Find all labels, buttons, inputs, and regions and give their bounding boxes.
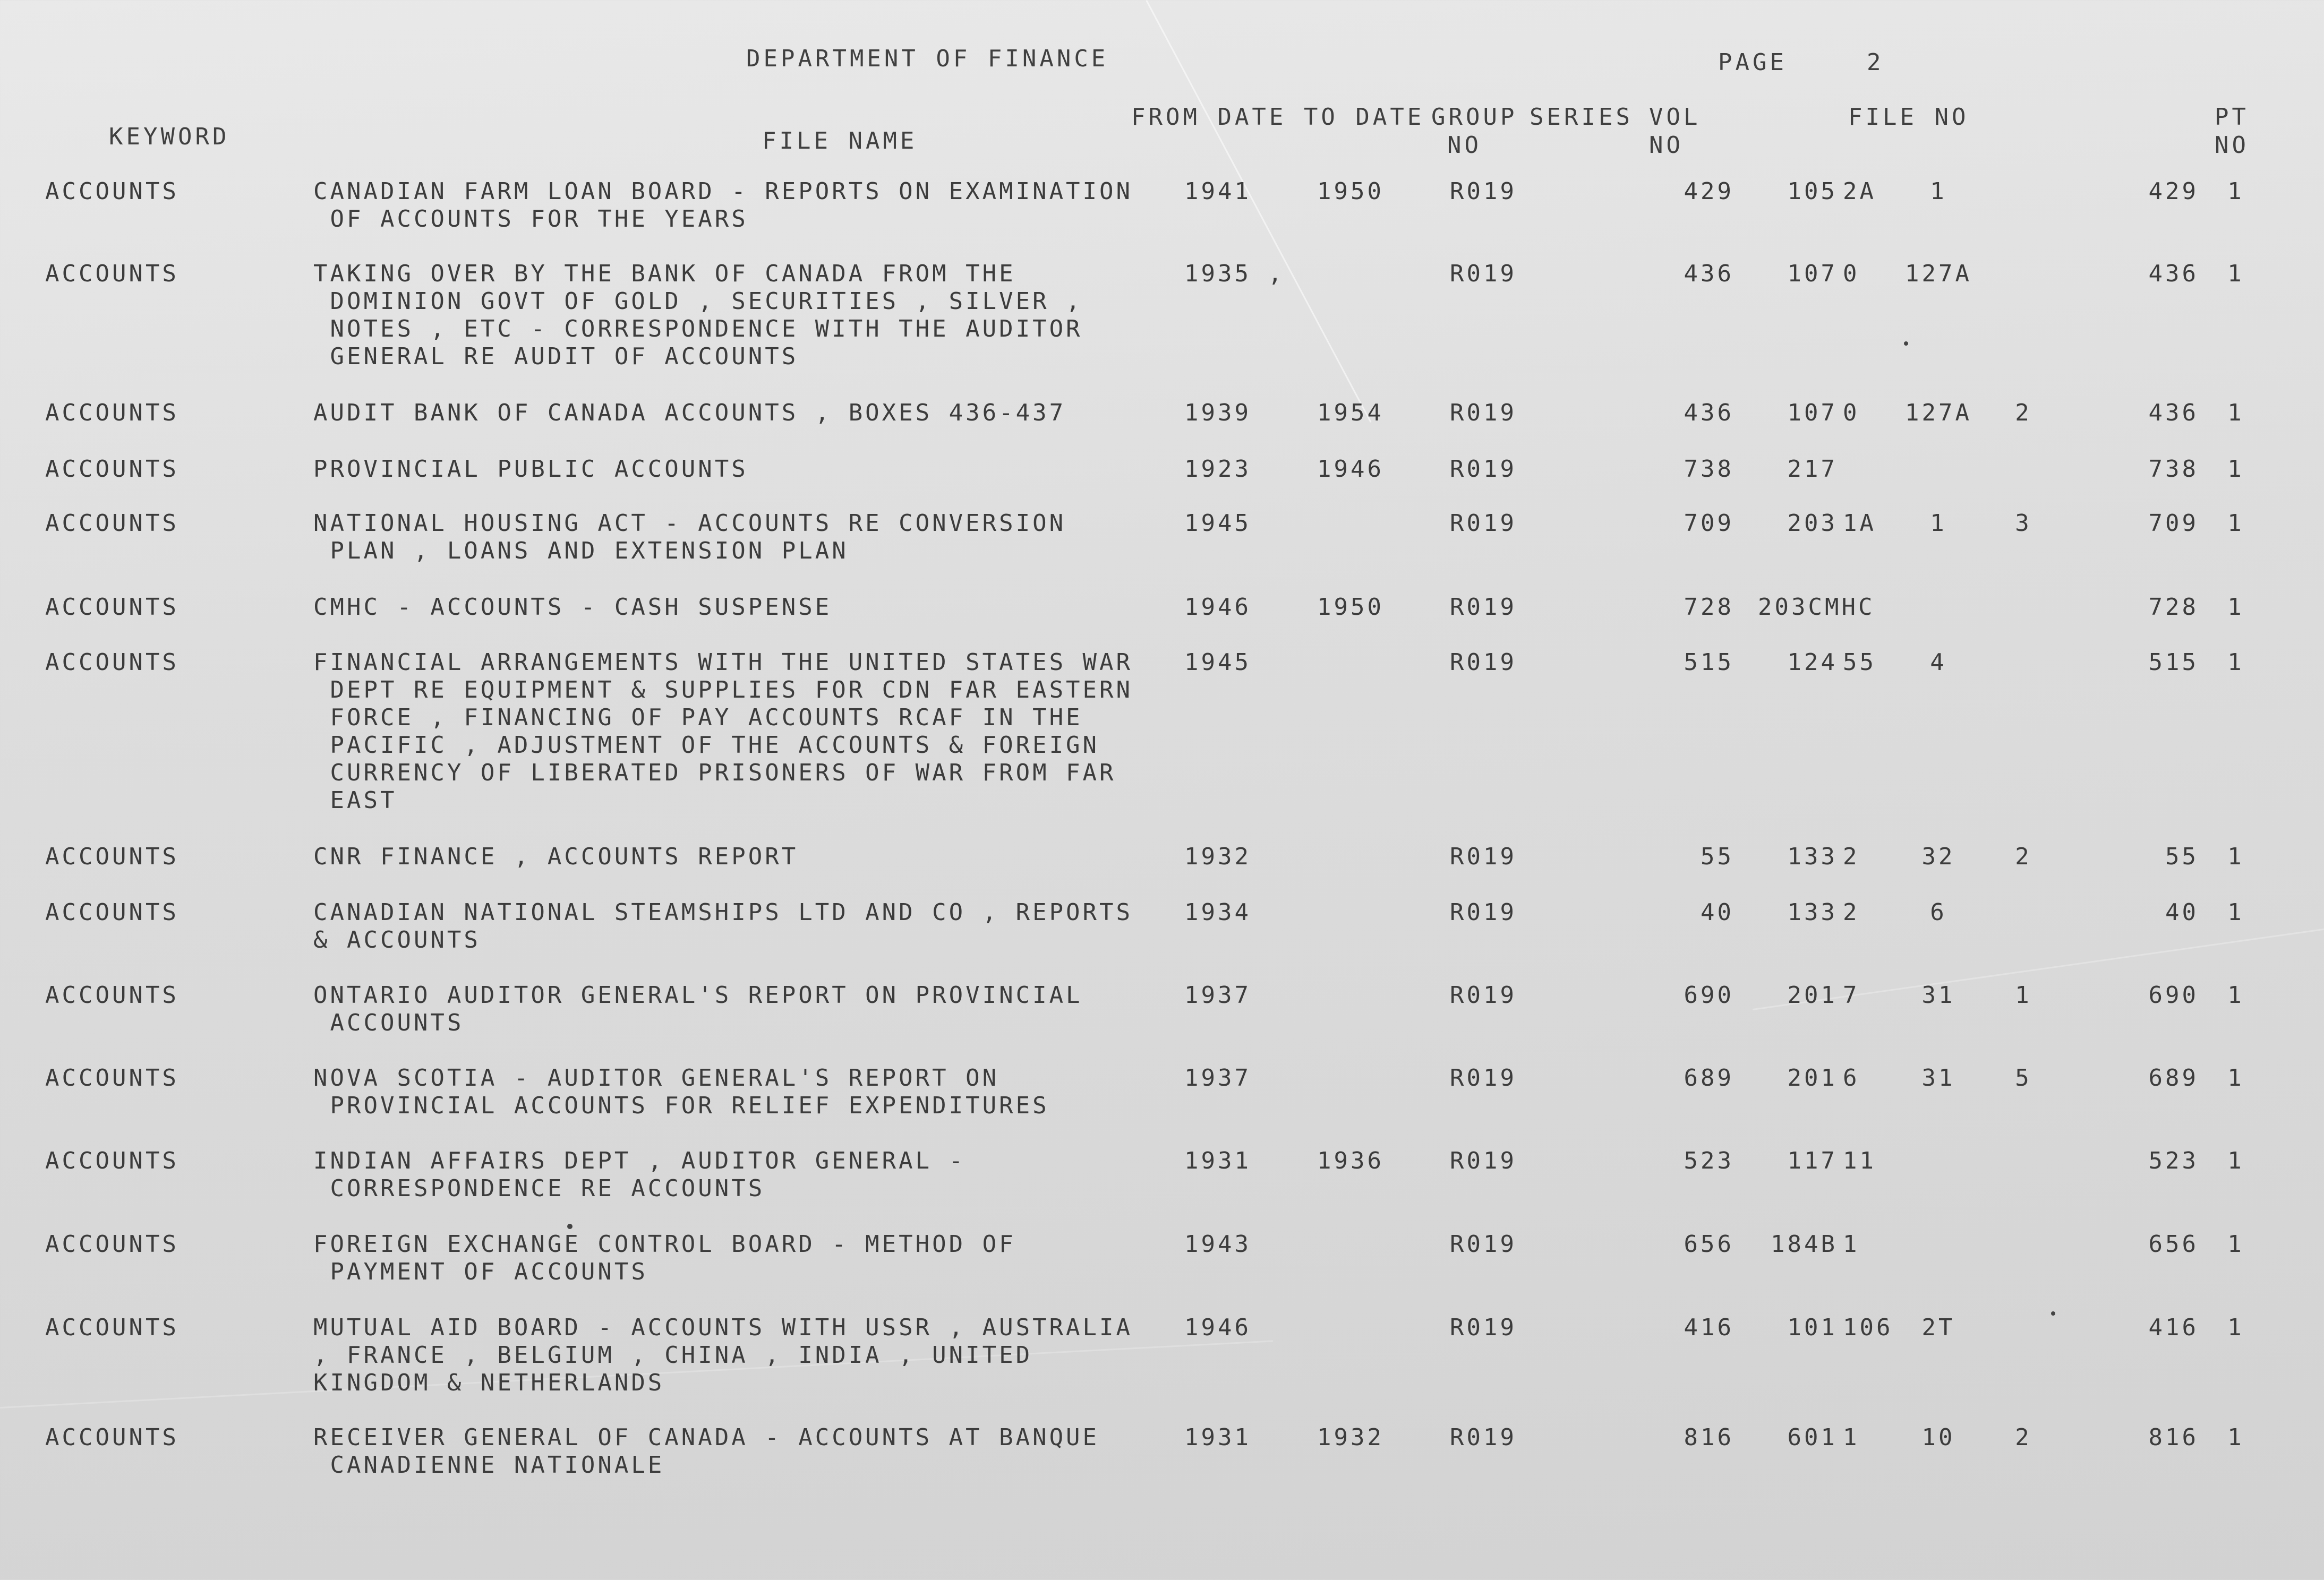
file-no-cell: 105 <box>1787 178 1838 205</box>
pt-cell: 816 <box>2148 1424 2199 1451</box>
file-no-cell: 3 <box>2015 510 2032 537</box>
pt-cell: 690 <box>2148 982 2199 1009</box>
file-name-cell: FOREIGN EXCHANGE CONTROL BOARD - METHOD OF PAYMENT OF ACCOUNTS <box>313 1231 1016 1285</box>
file-name-cell: CNR FINANCE , ACCOUNTS REPORT <box>313 843 799 870</box>
to-date-cell: 1950 <box>1317 594 1384 621</box>
file-no-cell: 0 <box>1843 399 1860 426</box>
group-no-cell: R019 <box>1450 843 1517 870</box>
group-no-cell: R019 <box>1450 178 1517 205</box>
pt-no-cell: 1 <box>2227 843 2244 870</box>
keyword-cell: ACCOUNTS <box>45 1424 179 1451</box>
to-date-cell: 1950 <box>1317 178 1384 205</box>
file-no-cell: 2 <box>2015 843 2032 870</box>
pt-no-cell: 1 <box>2227 982 2244 1009</box>
film-speck <box>1904 341 1908 346</box>
file-name-cell: CANADIAN NATIONAL STEAMSHIPS LTD AND CO , REPORTS & ACCOUNTS <box>313 899 1133 954</box>
group-no-cell: R019 <box>1450 1064 1517 1092</box>
file-no-cell: 0 <box>1843 260 1860 287</box>
file-no-cell: 6 <box>1930 899 1947 926</box>
file-no-cell: 107 <box>1787 399 1838 426</box>
file-no-cell: 133 <box>1787 843 1838 870</box>
keyword-cell: ACCOUNTS <box>45 178 179 205</box>
keyword-cell: ACCOUNTS <box>45 594 179 621</box>
file-name-cell: TAKING OVER BY THE BANK OF CANADA FROM THE DOMINION GOVT OF GOLD , SECURITIES , SILVER , NOTES , ETC - CORRESPONDENCE WITH THE AUDITOR GENERAL RE AUDIT OF ACCOUNTS <box>313 260 1083 370</box>
col-header-group-no: NO <box>1447 132 1482 159</box>
file-name-cell: PROVINCIAL PUBLIC ACCOUNTS <box>313 456 748 483</box>
pt-no-cell: 1 <box>2227 1231 2244 1258</box>
pt-cell: 656 <box>2148 1231 2199 1258</box>
file-no-cell: 2 <box>2015 399 2032 426</box>
department-title: DEPARTMENT OF FINANCE <box>746 45 1109 72</box>
vol-cell: 55 <box>1701 843 1734 870</box>
group-no-cell: R019 <box>1450 1314 1517 1341</box>
file-no-cell: 124 <box>1787 649 1838 676</box>
pt-cell: 709 <box>2148 510 2199 537</box>
pt-no-cell: 1 <box>2227 260 2244 287</box>
vol-cell: 656 <box>1684 1231 1734 1258</box>
group-no-cell: R019 <box>1450 456 1517 483</box>
pt-no-cell: 1 <box>2227 1147 2244 1174</box>
file-no-cell: 127A <box>1905 399 1972 426</box>
keyword-cell: ACCOUNTS <box>45 1231 179 1258</box>
file-no-cell: 10 <box>1921 1424 1955 1451</box>
from-date-cell: 1945 <box>1184 649 1251 676</box>
file-no-cell: 107 <box>1787 260 1838 287</box>
file-no-cell: 601 <box>1787 1424 1838 1451</box>
file-no-cell: 1 <box>1843 1424 1860 1451</box>
from-date-cell: 1923 <box>1184 456 1251 483</box>
keyword-cell: ACCOUNTS <box>45 260 179 287</box>
file-no-cell: 31 <box>1921 982 1955 1009</box>
file-no-cell: 2 <box>1843 899 1860 926</box>
vol-cell: 816 <box>1684 1424 1734 1451</box>
group-no-cell: R019 <box>1450 899 1517 926</box>
file-no-cell: 133 <box>1787 899 1838 926</box>
from-date-cell: 1939 <box>1184 399 1251 426</box>
vol-cell: 738 <box>1684 456 1734 483</box>
pt-no-cell: 1 <box>2227 510 2244 537</box>
file-no-cell: 1 <box>1930 510 1947 537</box>
from-date-cell: 1937 <box>1184 1064 1251 1092</box>
file-no-cell: 203CMHC <box>1758 594 1875 621</box>
file-name-cell: NOVA SCOTIA - AUDITOR GENERAL'S REPORT ON PROVINCIAL ACCOUNTS FOR RELIEF EXPENDITURES <box>313 1064 1049 1119</box>
from-date-cell: 1935 , <box>1184 260 1285 287</box>
pt-no-cell: 1 <box>2227 1064 2244 1092</box>
file-no-cell: 101 <box>1787 1314 1838 1341</box>
keyword-cell: ACCOUNTS <box>45 982 179 1009</box>
file-name-cell: NATIONAL HOUSING ACT - ACCOUNTS RE CONVERSION PLAN , LOANS AND EXTENSION PLAN <box>313 510 1066 564</box>
pt-cell: 689 <box>2148 1064 2199 1092</box>
to-date-cell: 1954 <box>1317 399 1384 426</box>
vol-cell: 689 <box>1684 1064 1734 1092</box>
file-no-cell: 201 <box>1787 1064 1838 1092</box>
vol-cell: 515 <box>1684 649 1734 676</box>
col-header-pt-no: NO <box>2215 132 2249 159</box>
pt-no-cell: 1 <box>2227 399 2244 426</box>
file-no-cell: 1 <box>1930 178 1947 205</box>
vol-cell: 416 <box>1684 1314 1734 1341</box>
col-header-file-name: FILE NAME <box>762 127 918 154</box>
keyword-cell: ACCOUNTS <box>45 399 179 426</box>
file-no-cell: 7 <box>1843 982 1860 1009</box>
file-name-cell: INDIAN AFFAIRS DEPT , AUDITOR GENERAL - CORRESPONDENCE RE ACCOUNTS <box>313 1147 966 1202</box>
file-no-cell: 203 <box>1787 510 1838 537</box>
col-header-pt: PT <box>2215 104 2249 131</box>
group-no-cell: R019 <box>1450 1424 1517 1451</box>
file-no-cell: 32 <box>1921 843 1955 870</box>
file-name-cell: CMHC - ACCOUNTS - CASH SUSPENSE <box>313 594 832 621</box>
from-date-cell: 1943 <box>1184 1231 1251 1258</box>
file-name-cell: CANADIAN FARM LOAN BOARD - REPORTS ON EXAMINATION OF ACCOUNTS FOR THE YEARS <box>313 178 1133 233</box>
col-header-from-to-date: FROM DATE TO DATE <box>1131 104 1425 131</box>
pt-cell: 429 <box>2148 178 2199 205</box>
group-no-cell: R019 <box>1450 260 1517 287</box>
pt-no-cell: 1 <box>2227 1424 2244 1451</box>
group-no-cell: R019 <box>1450 510 1517 537</box>
pt-no-cell: 1 <box>2227 456 2244 483</box>
file-no-cell: 11 <box>1843 1147 1876 1174</box>
file-name-cell: FINANCIAL ARRANGEMENTS WITH THE UNITED STATES WAR DEPT RE EQUIPMENT & SUPPLIES FOR CDN FAR EASTERN FORCE , FINANCING OF PAY ACCOUNTS RCAF IN THE PACIFIC , ADJUSTMENT OF THE ACCOUNTS & FOREIGN CURRENCY OF LIBERATED PRISONERS OF WAR FROM FAR EAST <box>313 649 1133 814</box>
film-speck <box>2051 1311 2055 1316</box>
page-number: 2 <box>1867 49 1884 76</box>
from-date-cell: 1932 <box>1184 843 1251 870</box>
from-date-cell: 1946 <box>1184 594 1251 621</box>
vol-cell: 728 <box>1684 594 1734 621</box>
file-no-cell: 31 <box>1921 1064 1955 1092</box>
group-no-cell: R019 <box>1450 399 1517 426</box>
keyword-cell: ACCOUNTS <box>45 649 179 676</box>
vol-cell: 40 <box>1701 899 1734 926</box>
pt-cell: 436 <box>2148 399 2199 426</box>
from-date-cell: 1945 <box>1184 510 1251 537</box>
keyword-cell: ACCOUNTS <box>45 899 179 926</box>
film-scratch <box>1146 0 1371 423</box>
file-name-cell: MUTUAL AID BOARD - ACCOUNTS WITH USSR , AUSTRALIA , FRANCE , BELGIUM , CHINA , INDIA , UNITED KINGDOM & NETHERLANDS <box>313 1314 1133 1396</box>
file-no-cell: 1 <box>2015 982 2032 1009</box>
file-no-cell: 117 <box>1787 1147 1838 1174</box>
col-header-series: SERIES <box>1530 104 1633 131</box>
page-label: PAGE <box>1718 49 1787 76</box>
file-name-cell: RECEIVER GENERAL OF CANADA - ACCOUNTS AT BANQUE CANADIENNE NATIONALE <box>313 1424 1100 1479</box>
file-no-cell: 2 <box>1843 843 1860 870</box>
from-date-cell: 1937 <box>1184 982 1251 1009</box>
from-date-cell: 1946 <box>1184 1314 1251 1341</box>
file-no-cell: 127A <box>1905 260 1972 287</box>
file-no-cell: 6 <box>1843 1064 1860 1092</box>
col-header-group: GROUP <box>1431 104 1518 131</box>
pt-cell: 523 <box>2148 1147 2199 1174</box>
pt-cell: 738 <box>2148 456 2199 483</box>
keyword-cell: ACCOUNTS <box>45 510 179 537</box>
file-no-cell: 5 <box>2015 1064 2032 1092</box>
file-no-cell: 1A <box>1843 510 1876 537</box>
pt-no-cell: 1 <box>2227 1314 2244 1341</box>
file-no-cell: 2T <box>1921 1314 1955 1341</box>
pt-cell: 55 <box>2165 843 2199 870</box>
pt-no-cell: 1 <box>2227 178 2244 205</box>
vol-cell: 436 <box>1684 260 1734 287</box>
pt-cell: 40 <box>2165 899 2199 926</box>
col-header-series-no: NO <box>1649 132 1684 159</box>
file-name-cell: ONTARIO AUDITOR GENERAL'S REPORT ON PROVINCIAL ACCOUNTS <box>313 982 1083 1036</box>
col-header-keyword: KEYWORD <box>109 123 230 150</box>
keyword-cell: ACCOUNTS <box>45 1314 179 1341</box>
file-no-cell: 201 <box>1787 982 1838 1009</box>
file-name-cell: AUDIT BANK OF CANADA ACCOUNTS , BOXES 436-437 <box>313 399 1066 426</box>
from-date-cell: 1931 <box>1184 1424 1251 1451</box>
group-no-cell: R019 <box>1450 1147 1517 1174</box>
film-speck <box>567 1224 573 1229</box>
pt-cell: 416 <box>2148 1314 2199 1341</box>
group-no-cell: R019 <box>1450 649 1517 676</box>
file-no-cell: 106 <box>1843 1314 1893 1341</box>
to-date-cell: 1946 <box>1317 456 1384 483</box>
file-no-cell: 55 <box>1843 649 1876 676</box>
file-no-cell: 4 <box>1930 649 1947 676</box>
vol-cell: 690 <box>1684 982 1734 1009</box>
col-header-file-no: FILE NO <box>1848 104 1969 131</box>
vol-cell: 429 <box>1684 178 1734 205</box>
col-header-vol: VOL <box>1649 104 1701 131</box>
keyword-cell: ACCOUNTS <box>45 1064 179 1092</box>
keyword-cell: ACCOUNTS <box>45 456 179 483</box>
vol-cell: 709 <box>1684 510 1734 537</box>
from-date-cell: 1941 <box>1184 178 1251 205</box>
pt-no-cell: 1 <box>2227 649 2244 676</box>
to-date-cell: 1932 <box>1317 1424 1384 1451</box>
file-no-cell: 1 <box>1843 1231 1860 1258</box>
vol-cell: 436 <box>1684 399 1734 426</box>
file-no-cell: 2 <box>2015 1424 2032 1451</box>
keyword-cell: ACCOUNTS <box>45 843 179 870</box>
group-no-cell: R019 <box>1450 1231 1517 1258</box>
pt-no-cell: 1 <box>2227 899 2244 926</box>
pt-cell: 728 <box>2148 594 2199 621</box>
from-date-cell: 1931 <box>1184 1147 1251 1174</box>
group-no-cell: R019 <box>1450 982 1517 1009</box>
file-no-cell: 2A <box>1843 178 1876 205</box>
to-date-cell: 1936 <box>1317 1147 1384 1174</box>
file-no-cell: 217 <box>1787 456 1838 483</box>
group-no-cell: R019 <box>1450 594 1517 621</box>
pt-no-cell: 1 <box>2227 594 2244 621</box>
file-no-cell: 184B <box>1771 1231 1838 1258</box>
pt-cell: 515 <box>2148 649 2199 676</box>
from-date-cell: 1934 <box>1184 899 1251 926</box>
keyword-cell: ACCOUNTS <box>45 1147 179 1174</box>
pt-cell: 436 <box>2148 260 2199 287</box>
vol-cell: 523 <box>1684 1147 1734 1174</box>
